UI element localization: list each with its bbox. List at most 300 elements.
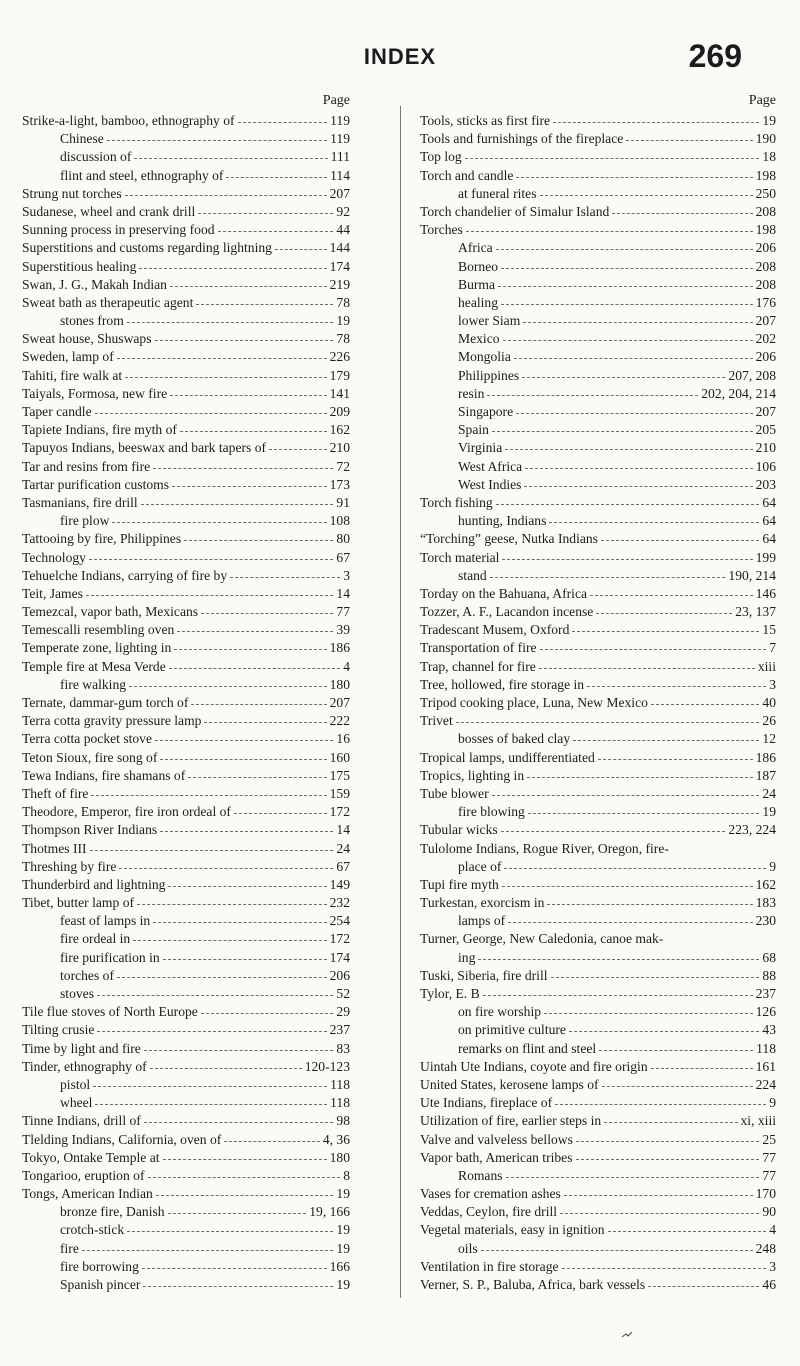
leader-dots <box>89 547 333 560</box>
entry-text: Top log <box>420 149 462 165</box>
leader-dots <box>604 1110 737 1123</box>
leader-dots <box>134 146 327 159</box>
entry-text: Uintah Ute Indians, coyote and fire origin <box>420 1058 648 1074</box>
entry-page: 3 <box>769 1258 776 1274</box>
leader-dots <box>553 110 759 123</box>
leader-dots <box>501 256 753 269</box>
index-entry <box>420 912 776 930</box>
ink-mark <box>622 1332 632 1338</box>
entry-page: 92 <box>336 203 350 219</box>
entry-page: 186 <box>329 640 350 656</box>
entry-text: Theft of fire <box>22 785 89 801</box>
leader-dots <box>224 1129 319 1142</box>
entry-page: 77 <box>762 1149 776 1165</box>
entry-page: xi, xiii <box>740 1113 776 1129</box>
entry-page: 90 <box>762 1204 776 1220</box>
leader-dots <box>608 1219 767 1232</box>
entry-text: Tools, sticks as first fire <box>420 113 551 128</box>
leader-dots <box>528 801 760 814</box>
entry-page: 16 <box>336 731 350 747</box>
leader-dots <box>204 710 326 723</box>
entry-text: Torch material <box>420 549 500 565</box>
page-number: 269 <box>688 38 742 74</box>
entry-text: healing <box>458 294 499 310</box>
leader-dots <box>549 510 759 523</box>
leader-dots <box>226 165 327 178</box>
leader-dots <box>504 856 766 869</box>
entry-text: Burma <box>458 276 495 292</box>
leader-dots <box>569 1019 759 1032</box>
entry-text: Tile flue stoves of North Europe <box>22 1004 198 1020</box>
entry-text: crotch-stick <box>60 1222 125 1238</box>
entry-text: Theodore, Emperor, fire iron ordeal of <box>22 804 231 820</box>
entry-text: at funeral rites <box>458 185 537 201</box>
entry-page: 119 <box>330 131 350 147</box>
leader-dots <box>107 128 327 141</box>
entry-text: stones from <box>60 313 124 329</box>
entry-text: Temple fire at Mesa Verde <box>22 658 166 674</box>
leader-dots <box>156 1183 334 1196</box>
entry-text: Tapiete Indians, fire myth of <box>22 422 177 438</box>
entry-text: Turner, George, New Caledonia, canoe mak- <box>420 931 664 947</box>
entry-page: 254 <box>329 913 350 929</box>
leader-dots <box>95 1092 327 1105</box>
leader-dots <box>547 892 752 905</box>
leader-dots <box>112 510 326 523</box>
entry-text: Mongolia <box>458 349 511 365</box>
page-heading-left: Page <box>322 93 350 108</box>
entry-text: Taper candle <box>22 404 92 419</box>
entry-page: 149 <box>329 876 350 892</box>
entry-text: Tartar purification customs <box>22 476 170 492</box>
leader-dots <box>170 383 326 396</box>
leader-dots <box>602 1074 753 1087</box>
entry-page: 237 <box>329 1022 350 1038</box>
entry-text: Mexico <box>458 331 500 347</box>
entry-text: fire purification in <box>60 949 160 965</box>
leader-dots <box>514 346 753 359</box>
entry-page: 118 <box>756 1040 776 1056</box>
entry-text: pistol <box>60 1076 91 1092</box>
entry-text: hunting, Indians <box>458 513 547 529</box>
entry-page: 198 <box>755 222 776 238</box>
entry-text: Torch and candle <box>420 167 514 183</box>
entry-text: Threshing by fire <box>22 858 117 874</box>
entry-page: 18 <box>762 149 776 165</box>
entry-page: 106 <box>755 458 776 474</box>
entry-page: 174 <box>329 949 350 965</box>
running-head: INDEX <box>363 44 437 69</box>
leader-dots <box>234 801 327 814</box>
entry-page: 232 <box>329 895 350 911</box>
leader-dots <box>160 747 326 760</box>
entry-text: Sweat bath as therapeutic agent <box>22 294 194 310</box>
entry-text: Veddas, Ceylon, fire drill <box>420 1204 558 1220</box>
entry-page: 250 <box>755 185 776 201</box>
entry-page: 68 <box>762 949 776 965</box>
entry-text: Temezcal, vapor bath, Mexicans <box>22 604 199 620</box>
leader-dots <box>142 1256 327 1269</box>
leader-dots <box>456 710 760 723</box>
page-heading-right: Page <box>748 93 776 108</box>
entry-page: 67 <box>336 549 350 565</box>
leader-dots <box>599 1038 753 1051</box>
entry-page: 170 <box>755 1186 776 1202</box>
entry-page: 198 <box>755 167 776 183</box>
entry-text: Tinder, ethnography of <box>22 1058 147 1074</box>
entry-page: 14 <box>336 585 350 601</box>
entry-text: on primitive culture <box>458 1022 566 1038</box>
entry-page: 180 <box>329 1149 350 1165</box>
entry-page: 190, 214 <box>728 567 776 583</box>
leader-dots <box>150 1056 302 1069</box>
entry-page: 159 <box>329 785 350 801</box>
leader-dots <box>524 474 752 487</box>
entry-page: 219 <box>329 276 350 292</box>
entry-text: Valve and valveless bellows <box>420 1131 573 1147</box>
leader-dots <box>503 328 753 341</box>
leader-dots <box>153 910 326 923</box>
entry-page: 40 <box>762 695 776 710</box>
entry-page: 52 <box>336 986 350 1001</box>
entry-text: feast of lamps in <box>60 913 151 929</box>
entry-text: Sudanese, wheel and crank drill <box>22 203 196 219</box>
entry-text: Spain <box>458 422 489 438</box>
entry-page: 175 <box>329 767 350 783</box>
leader-dots <box>86 583 333 596</box>
entry-page: 19, 166 <box>309 1204 350 1220</box>
leader-dots <box>144 1110 334 1123</box>
entry-page: 108 <box>329 513 350 529</box>
entry-page: 183 <box>755 895 776 911</box>
leader-dots <box>163 947 327 960</box>
leader-dots <box>576 1147 760 1160</box>
entry-page: 174 <box>329 258 350 274</box>
entry-text: Strung nut torches <box>22 185 122 201</box>
leader-dots <box>148 1165 341 1178</box>
leader-dots <box>527 765 752 778</box>
entry-page: 8 <box>343 1167 350 1183</box>
leader-dots <box>168 1201 307 1214</box>
entry-page: 166 <box>329 1258 350 1274</box>
entry-text: torches of <box>60 967 114 983</box>
entry-page: 88 <box>762 967 776 983</box>
entry-page: 19 <box>336 313 350 329</box>
entry-page: 77 <box>762 1167 776 1183</box>
entry-page: 119 <box>330 113 350 128</box>
entry-text: on fire worship <box>458 1004 542 1020</box>
entry-text: flint and steel, ethnography of <box>60 167 224 183</box>
entry-page: 114 <box>330 167 350 183</box>
entry-page: 24 <box>336 840 350 856</box>
leader-dots <box>496 237 753 250</box>
leader-dots <box>478 947 759 960</box>
leader-dots <box>587 674 766 687</box>
entry-text: Tripod cooking place, Luna, New Mexico <box>420 695 648 710</box>
leader-dots <box>155 328 334 341</box>
entry-page: 172 <box>329 804 350 820</box>
leader-dots <box>196 292 333 305</box>
entry-page: xiii <box>757 658 776 674</box>
leader-dots <box>218 219 334 232</box>
entry-text: lower Siam <box>458 313 521 329</box>
entry-page: 26 <box>762 713 776 729</box>
entry-page: 205 <box>755 422 776 438</box>
leader-dots <box>275 237 327 250</box>
entry-page: 15 <box>762 622 776 638</box>
entry-text: Thotmes III <box>22 840 87 856</box>
entry-text: Swan, J. G., Makah Indian <box>22 276 167 292</box>
index-entry <box>420 1276 776 1294</box>
leader-dots <box>516 165 752 178</box>
entry-page: 160 <box>329 749 350 765</box>
entry-page: 180 <box>329 676 350 692</box>
leader-dots <box>201 601 333 614</box>
entry-text: Strike-a-light, bamboo, ethnography of <box>22 113 235 128</box>
entry-page: 14 <box>336 822 350 838</box>
index-column-left <box>22 92 350 1294</box>
entry-page: 162 <box>329 422 350 438</box>
entry-text: Philippines <box>458 367 520 383</box>
leader-dots <box>139 256 326 269</box>
leader-dots <box>481 1238 753 1251</box>
entry-page: 146 <box>755 585 776 601</box>
entry-page: 226 <box>329 349 350 365</box>
entry-page: 207 <box>755 404 776 419</box>
leader-dots <box>506 1165 760 1178</box>
entry-page: 144 <box>329 240 350 256</box>
entry-text: wheel <box>60 1095 93 1111</box>
entry-page: 3 <box>769 676 776 692</box>
leader-dots <box>490 565 726 578</box>
entry-text: Singapore <box>458 404 514 419</box>
entry-page: 77 <box>336 604 350 620</box>
entry-text: Tuski, Siberia, fire drill <box>420 967 548 983</box>
entry-page: 9 <box>769 858 776 874</box>
entry-page: 19 <box>762 804 776 820</box>
leader-dots <box>172 474 327 487</box>
leader-dots <box>551 965 760 978</box>
leader-dots <box>137 892 327 905</box>
leader-dots <box>168 874 326 887</box>
entry-text: Tokyo, Ontake Temple at <box>22 1149 160 1165</box>
leader-dots <box>177 619 333 632</box>
entry-page: 224 <box>755 1076 776 1092</box>
entry-page: 187 <box>755 767 776 783</box>
entry-text: Torch chandelier of Simalur Island <box>420 203 610 219</box>
entry-page: 64 <box>762 494 776 510</box>
leader-dots <box>596 601 732 614</box>
leader-dots <box>230 565 340 578</box>
entry-page: 43 <box>762 1022 776 1038</box>
entry-text: discussion of <box>60 149 132 165</box>
entry-page: 222 <box>329 713 350 729</box>
entry-text: Taiyals, Formosa, new fire <box>22 385 168 401</box>
entry-text: fire blowing <box>458 804 525 820</box>
entry-page: 78 <box>336 331 350 347</box>
entry-text: bronze fire, Danish <box>60 1204 165 1220</box>
leader-dots <box>501 292 753 305</box>
entry-page: 24 <box>762 785 776 801</box>
leader-dots <box>163 1147 327 1160</box>
entry-page: 4 <box>769 1222 776 1238</box>
entry-text: Sweden, lamp of <box>22 349 114 365</box>
entry-page: 64 <box>762 531 776 547</box>
leader-dots <box>127 1219 333 1232</box>
entry-text: Temescalli resembling oven <box>22 622 175 638</box>
leader-dots <box>141 492 334 505</box>
leader-dots <box>238 110 328 123</box>
entry-page: 64 <box>762 513 776 529</box>
leader-dots <box>502 547 752 560</box>
leader-dots <box>492 419 753 432</box>
entry-page: 29 <box>336 1004 350 1020</box>
leader-dots <box>153 456 333 469</box>
entry-text: Tahiti, fire walk at <box>22 367 123 383</box>
entry-text: Transportation of fire <box>420 640 537 656</box>
leader-dots <box>590 583 753 596</box>
entry-page: 190 <box>755 131 776 147</box>
entry-text: Tewa Indians, fire shamans of <box>22 767 186 783</box>
entry-page: 19 <box>336 1186 350 1202</box>
entry-text: Torches <box>420 222 463 238</box>
leader-dots <box>466 219 753 232</box>
entry-text: bosses of baked clay <box>458 731 571 747</box>
entry-text: Sweat house, Shuswaps <box>22 331 152 347</box>
entry-page: 46 <box>762 1277 776 1292</box>
entry-text: Technology <box>22 549 86 565</box>
entry-page: 202, 204, 214 <box>701 385 776 401</box>
leader-dots <box>612 201 752 214</box>
entry-text: West Africa <box>458 458 523 474</box>
page-header <box>0 38 800 84</box>
leader-dots <box>188 765 326 778</box>
entry-page: 118 <box>330 1095 350 1111</box>
entry-text: fire borrowing <box>60 1258 139 1274</box>
entry-page: 78 <box>336 294 350 310</box>
leader-dots <box>648 1274 759 1287</box>
entry-text: Thunderbird and lightning <box>22 876 166 892</box>
leader-dots <box>572 619 759 632</box>
entry-text: Ute Indians, fireplace of <box>420 1095 553 1111</box>
leader-dots <box>184 528 333 541</box>
entry-text: Thompson River Indians <box>22 822 158 838</box>
entry-page: 98 <box>336 1113 350 1129</box>
entry-page: 19 <box>336 1222 350 1238</box>
entry-page: 179 <box>329 367 350 383</box>
entry-text: Tattooing by fire, Philippines <box>22 531 182 547</box>
entry-text: Tlelding Indians, California, oven of <box>22 1131 222 1147</box>
entry-text: Verner, S. P., Baluba, Africa, bark vessels <box>420 1277 646 1292</box>
entry-text: Tilting crusie <box>22 1022 95 1038</box>
entry-page: 111 <box>330 149 350 165</box>
entry-page: 118 <box>330 1076 350 1092</box>
entry-text: Teit, James <box>22 585 83 601</box>
index-entry <box>22 1276 350 1294</box>
entry-text: Tinne Indians, drill of <box>22 1113 141 1129</box>
entry-page: 172 <box>329 931 350 947</box>
entry-text: Trivet <box>420 713 453 729</box>
entry-page: 206 <box>755 349 776 365</box>
entry-page: 25 <box>762 1131 776 1147</box>
entry-text: oils <box>458 1240 478 1256</box>
leader-dots <box>97 983 333 996</box>
entry-text: Tehuelche Indians, carrying of fire by <box>22 567 228 583</box>
entry-text: Tar and resins from fire <box>22 458 151 474</box>
entry-text: fire walking <box>60 676 127 692</box>
entry-page: 126 <box>755 1004 776 1020</box>
entry-page: 19 <box>762 113 776 128</box>
entry-text: Tubular wicks <box>420 822 498 838</box>
entry-text: Temperate zone, lighting in <box>22 640 172 656</box>
entry-page: 176 <box>755 294 776 310</box>
leader-dots <box>180 419 327 432</box>
leader-dots <box>598 747 753 760</box>
entry-text: Trap, channel for fire <box>420 658 536 674</box>
leader-dots <box>601 528 759 541</box>
entry-page: 12 <box>762 731 776 747</box>
leader-dots <box>269 437 327 450</box>
leader-dots <box>502 874 753 887</box>
entry-text: Tongs, American Indian <box>22 1186 153 1202</box>
entry-text: Ternate, dammar-gum torch of <box>22 695 189 710</box>
entry-text: Superstitions and customs regarding lightning <box>22 240 272 256</box>
entry-page: 207, 208 <box>728 367 776 383</box>
leader-dots <box>564 1183 753 1196</box>
entry-page: 161 <box>755 1058 776 1074</box>
entry-page: 44 <box>336 222 350 238</box>
leader-dots <box>125 183 327 196</box>
leader-dots <box>540 637 767 650</box>
entry-text: Tibet, butter lamp of <box>22 895 135 911</box>
leader-dots <box>97 1019 326 1032</box>
leader-dots <box>540 183 753 196</box>
leader-dots <box>169 656 340 669</box>
leader-dots <box>82 1238 334 1251</box>
entry-page: 4 <box>343 658 350 674</box>
entry-page: 207 <box>329 185 350 201</box>
entry-page: 207 <box>329 695 350 710</box>
entry-page: 230 <box>755 913 776 929</box>
leader-dots <box>562 1256 767 1269</box>
entry-text: Borneo <box>458 258 499 274</box>
entry-text: Vegetal materials, easy in ignition <box>420 1222 605 1238</box>
leader-dots <box>522 365 725 378</box>
leader-dots <box>576 1129 760 1142</box>
leader-dots <box>117 346 327 359</box>
entry-page: 199 <box>755 549 776 565</box>
entry-text: Terra cotta pocket stove <box>22 731 153 747</box>
leader-dots <box>508 910 752 923</box>
entry-text: Tapuyos Indians, beeswax and bark tapers of <box>22 440 267 456</box>
entry-page: 67 <box>336 858 350 874</box>
leader-dots <box>127 310 334 323</box>
leader-dots <box>516 401 752 414</box>
entry-text: Torch fishing <box>420 494 493 510</box>
entry-text: “Torching” geese, Nutka Indians <box>420 531 598 547</box>
leader-dots <box>91 783 326 796</box>
entry-text: stand <box>458 567 487 583</box>
entry-page: 223, 224 <box>728 822 776 838</box>
entry-page: 208 <box>755 203 776 219</box>
entry-text: Tube blower <box>420 785 489 801</box>
entry-page: 9 <box>769 1095 776 1111</box>
leader-dots <box>525 456 752 469</box>
entry-page: 208 <box>755 258 776 274</box>
entry-page: 83 <box>336 1040 350 1056</box>
entry-page: 19 <box>336 1240 350 1256</box>
entry-text: Virginia <box>458 440 503 456</box>
